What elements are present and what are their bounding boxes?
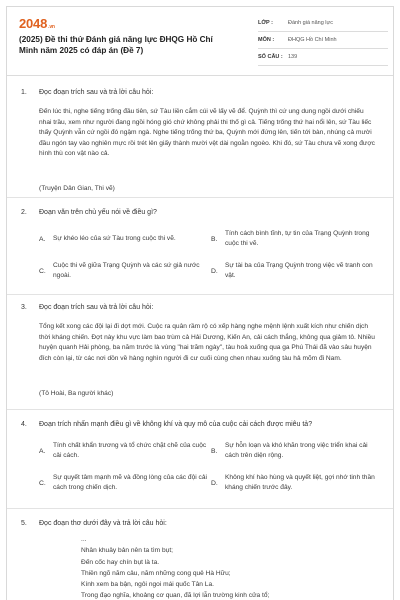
logo-main: 2048 — [19, 16, 48, 31]
meta-key: SỐ CÂU : — [258, 54, 283, 60]
reading-passage: Đến lúc thi, nghe tiếng trống đầu tiên, sứ Tàu liền cắm cúi vẽ lấy vẽ để. Quỳnh thì cứ ung dung ngồi dưới chiếu nhai trầu, xem như người đang ngồi hóng gió chứ không phải thi thố gì cả. Tiếng trống thứ hai nổi lên, sứ Tàu liếc thấy Quỳnh vẫn cứ ngồi đó ngậm ngà. Nghe tiếng trống thứ ba, Quỳnh mới đứng lên, tiến tới bàn, nhúng cả mười đầu ngón tay vào nghiên mực rồi trét lên giấy thành mười vệt dài ngoằn ngoèo. Khi đó, sứ Tàu chưa vẽ xong được hình thù con vật nào cả. — [39, 108, 375, 157]
meta-key: LỚP : — [258, 20, 273, 26]
option-d[interactable] — [211, 471, 381, 495]
poem-line: Thiền ngõ năm câu, năm những cong quê Hà Hữu; — [81, 569, 231, 577]
meta-row-count — [258, 49, 388, 66]
option-letter: C. — [39, 479, 46, 487]
option-text: Sự hỗn loạn và khó khăn trong việc triển khai cải cách trên diện rộng. — [225, 442, 368, 459]
question-number: 1. — [21, 89, 27, 96]
poem-line: Nhân khuây bản nên ta tìm bụt; — [81, 547, 174, 555]
option-text: Sự khéo léo của sứ Tàu trong cuộc thi vẽ. — [53, 235, 176, 242]
poem-line: Kính xem ba bận, ngôi ngoi mái quốc Tân La. — [81, 581, 214, 589]
option-text: Tính chất khẩn trương và tổ chức chặt chẽ của cuộc cải cách. — [53, 442, 207, 459]
question-number: 2. — [21, 209, 27, 216]
option-letter: C. — [39, 267, 46, 275]
option-text: Không khí hào hùng và quyết liệt, gợi nhớ tinh thần kháng chiến trước đây. — [225, 474, 375, 491]
exam-meta — [258, 15, 388, 66]
logo-suffix: .vn — [48, 24, 55, 30]
option-d[interactable] — [211, 259, 381, 283]
question-divider — [7, 294, 393, 295]
meta-key: MÔN : — [258, 37, 275, 43]
question-divider — [7, 508, 393, 509]
meta-value: ĐHQG Hồ Chí Minh — [288, 37, 337, 43]
meta-value: Đánh giá năng lực — [288, 20, 333, 26]
option-c[interactable] — [39, 471, 211, 495]
option-text: Sự tài ba của Trạng Quỳnh trong việc vẽ tranh con vật. — [225, 262, 373, 279]
meta-value: 139 — [288, 54, 298, 60]
poem-line: Trong đạo nghĩa, khoảng cơ quan, đã lợi lẫn trường kinh cửa tổ; — [81, 592, 270, 600]
option-a[interactable] — [39, 227, 211, 251]
site-logo[interactable] — [19, 16, 55, 31]
option-text: Tính cách bình tĩnh, tự tin của Trạng Quỳnh trong cuộc thi vẽ. — [225, 230, 370, 247]
option-a[interactable] — [39, 439, 211, 463]
option-letter: A. — [39, 447, 46, 455]
option-letter: B. — [211, 447, 218, 455]
option-letter: D. — [211, 267, 218, 275]
passage-source: (Tô Hoài, Ba người khác) — [39, 390, 114, 397]
meta-row-class — [258, 15, 388, 32]
question-number: 3. — [21, 304, 27, 311]
option-b[interactable] — [211, 227, 381, 251]
option-letter: B. — [211, 235, 218, 243]
header — [7, 7, 393, 69]
poem-excerpt — [81, 534, 269, 600]
question-number: 4. — [21, 421, 27, 428]
option-text: Cuộc thi vẽ giữa Trạng Quỳnh và các sứ giả nước ngoài. — [53, 262, 200, 279]
question-prompt: Đọc đoạn trích sau và trả lời câu hỏi: — [39, 304, 154, 311]
option-b[interactable] — [211, 439, 381, 463]
question-prompt: Đọc đoạn thơ dưới đây và trả lời câu hỏi: — [39, 520, 167, 527]
option-c[interactable] — [39, 259, 211, 283]
document-page — [6, 6, 394, 600]
header-divider — [7, 75, 393, 76]
question-prompt: Đoạn trích nhấn mạnh điều gì về không khí và quy mô của cuộc cải cách được miêu tả? — [39, 421, 313, 428]
option-letter: A. — [39, 235, 46, 243]
option-letter: D. — [211, 479, 218, 487]
question-divider — [7, 197, 393, 198]
question-prompt: Đọc đoạn trích sau và trả lời câu hỏi: — [39, 89, 154, 96]
reading-passage: Tổng kết xong các đội lại đi dợt mới. Cuộc ra quân rầm rộ có xếp hàng nghe mệnh lệnh xuất kích như chiến dịch thời kháng chiến. Đợt này khu vực làm bao trùm cả Hải Dương, Kiến An, cải cách thắng, không qua giảm tô. Nhiều huyện quanh Hải phòng, ba năm trước là vùng "hai trăm ngày", tàu hoả xuống qua ga Phú Thái đã vào sâu huyện đích còn lại, từ các nơi dồn về hàng nghìn người đi cư cuối cùng chen nhau xuống tàu hả mõm đi Nam. — [39, 323, 375, 362]
poem-line: Đến cốc hay chín bụt là ta. — [81, 558, 160, 566]
exam-title: (2025) Đề thi thử Đánh giá năng lực ĐHQG Hồ Chí Minh năm 2025 có đáp án (Đề 7) — [19, 35, 213, 55]
question-number: 5. — [21, 520, 27, 527]
poem-line: ... — [81, 536, 87, 543]
question-divider — [7, 409, 393, 410]
passage-source: (Truyện Dân Gian, Thi vẽ) — [39, 185, 115, 192]
meta-row-subject — [258, 32, 388, 49]
option-text: Sự quyết tâm mạnh mẽ và đồng lòng của các đội cải cách trong chiến dịch. — [53, 474, 207, 491]
question-prompt: Đoạn văn trên chủ yếu nói về điều gì? — [39, 209, 157, 216]
